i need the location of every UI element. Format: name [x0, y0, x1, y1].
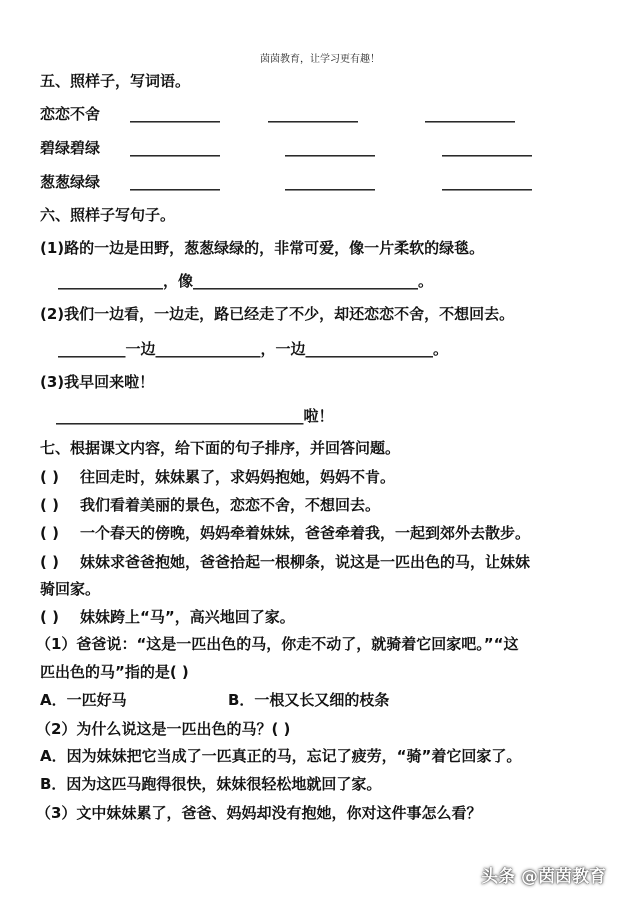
s7-q2-option-b: B．因为这匹马跑得很快，妹妹很轻松地就回了家。 — [40, 775, 382, 793]
s7-q1-line1: （1）爸爸说：“这是一匹出色的马，你走不动了，就骑着它回家吧。”“这 — [36, 635, 519, 653]
s6-q2-text: (2)我们一边看，一边走，路已经走了不少，却还恋恋不舍，不想回去。 — [40, 305, 515, 323]
s5-row-3-blank-1: ____________ — [130, 173, 220, 191]
s7-item-1-text: 往回走时，妹妹累了，求妈妈抱她，妈妈不肯。 — [80, 468, 396, 486]
watermark: 头条 @茵茵教育 — [481, 867, 606, 887]
s5-row-2-word: 碧绿碧绿 — [40, 139, 101, 157]
s5-row-2-blank-2: ____________ — [285, 139, 375, 157]
s7-item-3-paren: ( ) — [40, 524, 59, 542]
s7-q1-option-a: A．一匹好马 — [40, 691, 127, 709]
section6-title: 六、照样子写句子。 — [40, 206, 176, 224]
s5-row-1-blank-1: ____________ — [130, 105, 220, 123]
s7-q1-option-b: B．一根又长又细的枝条 — [228, 691, 390, 709]
section7-title: 七、根据课文内容，给下面的句子排序，并回答问题。 — [40, 439, 401, 457]
s6-q3-text: (3)我早回来啦！ — [40, 373, 155, 391]
s7-item-5-text: 妹妹跨上“马”，高兴地回了家。 — [80, 608, 295, 626]
s7-q1-line2: 匹出色的马”指的是( ) — [40, 663, 189, 681]
s6-q1-text: (1)路的一边是田野，葱葱绿绿的，非常可爱，像一片柔软的绿毯。 — [40, 239, 485, 257]
s7-item-3-text: 一个春天的傍晚，妈妈牵着妹妹，爸爸牵着我，一起到郊外去散步。 — [80, 524, 531, 542]
s7-item-4-paren: ( ) — [40, 553, 59, 571]
s6-q1-fill: ______________，像______________________________。 — [58, 272, 434, 290]
s6-q3-fill: _________________________________啦！ — [56, 407, 334, 425]
s7-q2-option-a: A．因为妹妹把它当成了一匹真正的马，忘记了疲劳，“骑”着它回家了。 — [40, 747, 522, 765]
section5-title: 五、照样子，写词语。 — [40, 72, 191, 90]
s5-row-3-blank-3: ____________ — [442, 173, 532, 191]
s6-q2-fill: _________一边______________，一边_________________。 — [58, 340, 449, 358]
s7-item-1-paren: ( ) — [40, 468, 59, 486]
s5-row-1-word: 恋恋不舍 — [40, 105, 101, 123]
s7-item-2-paren: ( ) — [40, 496, 59, 514]
s7-item-2-text: 我们看着美丽的景色，恋恋不舍，不想回去。 — [80, 496, 381, 514]
page-header: 茵茵教育，让学习更有趣！ — [260, 54, 380, 65]
s5-row-1-blank-2: ____________ — [268, 105, 358, 123]
s5-row-2-blank-3: ____________ — [442, 139, 532, 157]
s5-row-1-blank-3: ____________ — [425, 105, 515, 123]
s7-item-4-text: 妹妹求爸爸抱她，爸爸拾起一根柳条，说这是一匹出色的马，让妹妹 — [80, 553, 531, 571]
s5-row-3-blank-2: ____________ — [285, 173, 375, 191]
s5-row-2-blank-1: ____________ — [130, 139, 220, 157]
s7-item-5-paren: ( ) — [40, 608, 59, 626]
s7-item-4-continued: 骑回家。 — [40, 580, 101, 598]
s7-q3-text: （3）文中妹妹累了，爸爸、妈妈却没有抱她，你对这件事怎么看？ — [36, 804, 482, 822]
s7-q2-text: （2）为什么说这是一匹出色的马？( ) — [36, 720, 291, 738]
s5-row-3-word: 葱葱绿绿 — [40, 173, 101, 191]
